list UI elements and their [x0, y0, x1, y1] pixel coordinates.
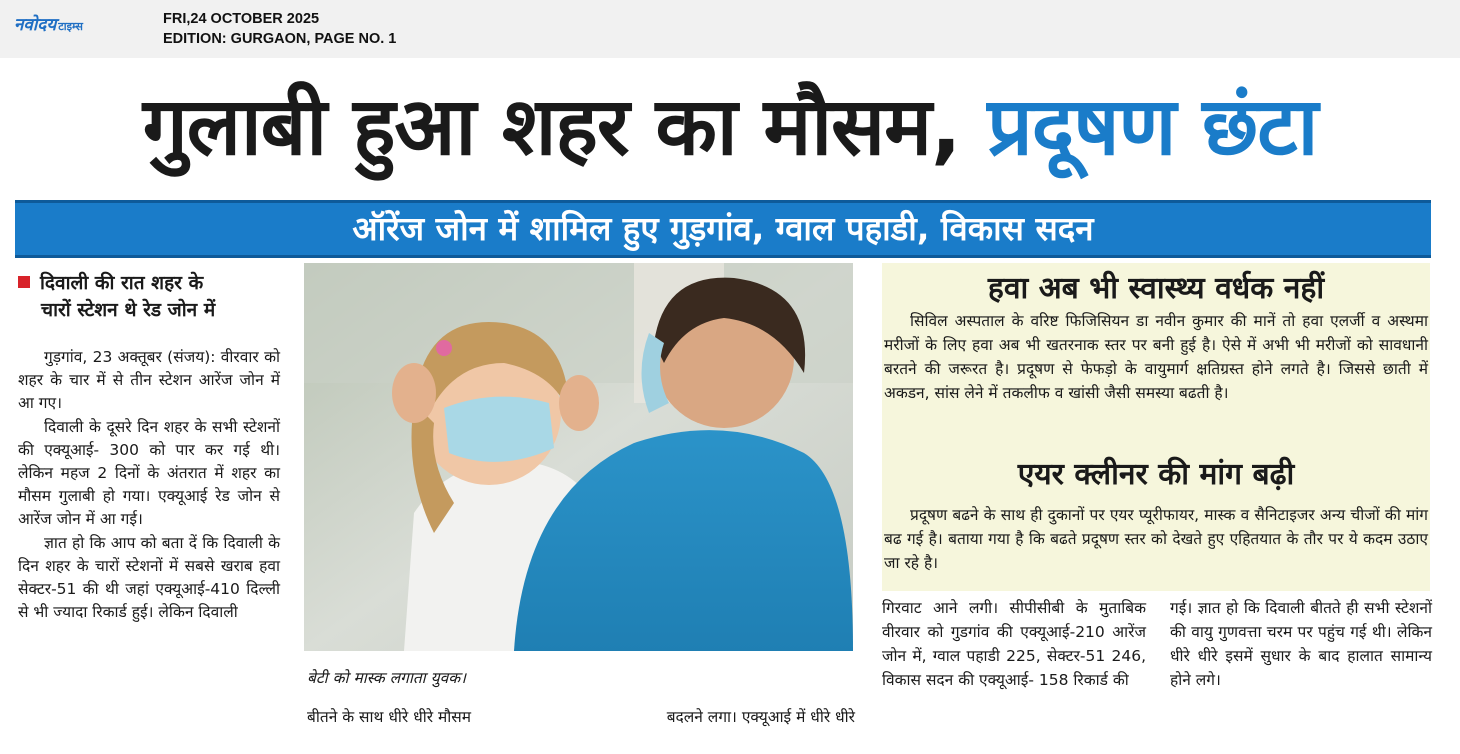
masthead-bar [0, 0, 1460, 58]
bottom-text-part-1: बीतने के साथ धीरे धीरे मौसम [307, 708, 472, 726]
left-paragraph: ज्ञात हो कि आप को बता दें कि दिवाली के दिन शहर के चारों स्टेशनों में सबसे खराब हवा सेक्टर-51 की थी जहां एक्यूआई-410 दिल्ली से भी ज्यादा रिकार्ड हुई। लेकिन दिवाली [18, 534, 280, 621]
bottom-text-part-2: बदलने लगा। एक्यूआई में धीरे धीरे [666, 708, 855, 726]
logo-sub-text: टाइम्स [58, 20, 83, 33]
subheadline-bar: ऑरेंज जोन में शामिल हुए गुड़गांव, ग्वाल पहाडी, विकास सदन [15, 200, 1431, 258]
edition-info [163, 9, 396, 49]
photo-illustration [304, 263, 853, 651]
photo-caption: बेटी को मास्क लगाता युवक। [307, 669, 467, 687]
headline-part-dark: गुलाबी हुआ शहर का मौसम, [142, 80, 961, 173]
air-cleaner-heading: एयर क्लीनर की मांग बढ़ी [1017, 457, 1295, 492]
health-box-body: सिविल अस्पताल के वरिष्ट फिजिसियन डा नवीन कुमार की मानें तो हवा एलर्जी व अस्थमा मरीजों के लिए हवा अब भी खतरनाक स्तर पर बनी हुई है। ऐसे में अभी भी मरीजों को सावधानी बरतने की जरूरत है। प्रदूषण से फेफड़ो के वायुमार्ग क्षतिग्रस्त होने लगते है। जिससे छाती में अकडन, सांस लेने में तकलीफ व खांसी जैसी समस्या बढती है। [884, 312, 1428, 402]
red-bullet-icon [18, 276, 30, 288]
right-column-1: गिरवाट आने लगी। सीपीसीबी के मुताबिक वीरवार को गुडगांव की एक्यूआई-210 आरेंज जोन में, ग्वाल पहाडी 225, सेक्टर-51 246, विकास सदन की एक्यूआई- 158 रिकार्ड की [882, 599, 1146, 689]
logo-main-text: नवोदय [14, 15, 57, 35]
photo-bottom-text [307, 706, 855, 729]
health-box-heading: हवा अब भी स्वास्थ्य वर्धक नहीं [987, 271, 1325, 306]
left-kicker [18, 270, 280, 324]
right-column-2: गई। ज्ञात हो कि दिवाली बीतते ही सभी स्टेशनों की वायु गुणवत्ता चरम पर पहुंच गई थी। लेकिन धीरे धीरे इसमें सुधार के बाद हालात सामान्य होने लगे। [1170, 599, 1432, 689]
left-column-text [18, 346, 280, 625]
kicker-line-2: चारों स्टेशन थे रेड जोन में [41, 299, 216, 321]
edition-date: FRI,24 OCTOBER 2025 [163, 11, 320, 27]
kicker-line-1: दिवाली की रात शहर के [40, 272, 204, 294]
main-headline [0, 64, 1460, 190]
air-cleaner-body: प्रदूषण बढने के साथ ही दुकानों पर एयर प्यूरीफायर, मास्क व सैनिटाइजर अन्य चीजों की मांग बढ गई है। बताया गया है कि बढते प्रदूषण स्तर को देखते हुए एहितयात के तौर पर ये कदम उठाए जा रहे है। [884, 506, 1428, 572]
newspaper-logo[interactable] [14, 12, 83, 34]
headline-part-blue: प्रदूषण छंटा [987, 80, 1318, 173]
health-sidebar-box [882, 263, 1430, 453]
left-paragraph: दिवाली के दूसरे दिन शहर के सभी स्टेशनों की एक्यूआई- 300 को पार कर गई थी। लेकिन महज 2 दिनों के अंतरात में शहर का मौसम गुलाबी हो गया। एक्यूआई रेड जोन से आरेंज जोन में आ गई। [18, 418, 280, 528]
edition-page: EDITION: GURGAON, PAGE NO. 1 [163, 31, 397, 47]
left-paragraph: गुड़गांव, 23 अक्तूबर (संजय): वीरवार को शहर के चार में से तीन स्टेशन आरेंज जोन में आ गए। [18, 348, 280, 412]
air-cleaner-sidebar-box [882, 453, 1430, 591]
news-photo[interactable] [304, 263, 853, 651]
